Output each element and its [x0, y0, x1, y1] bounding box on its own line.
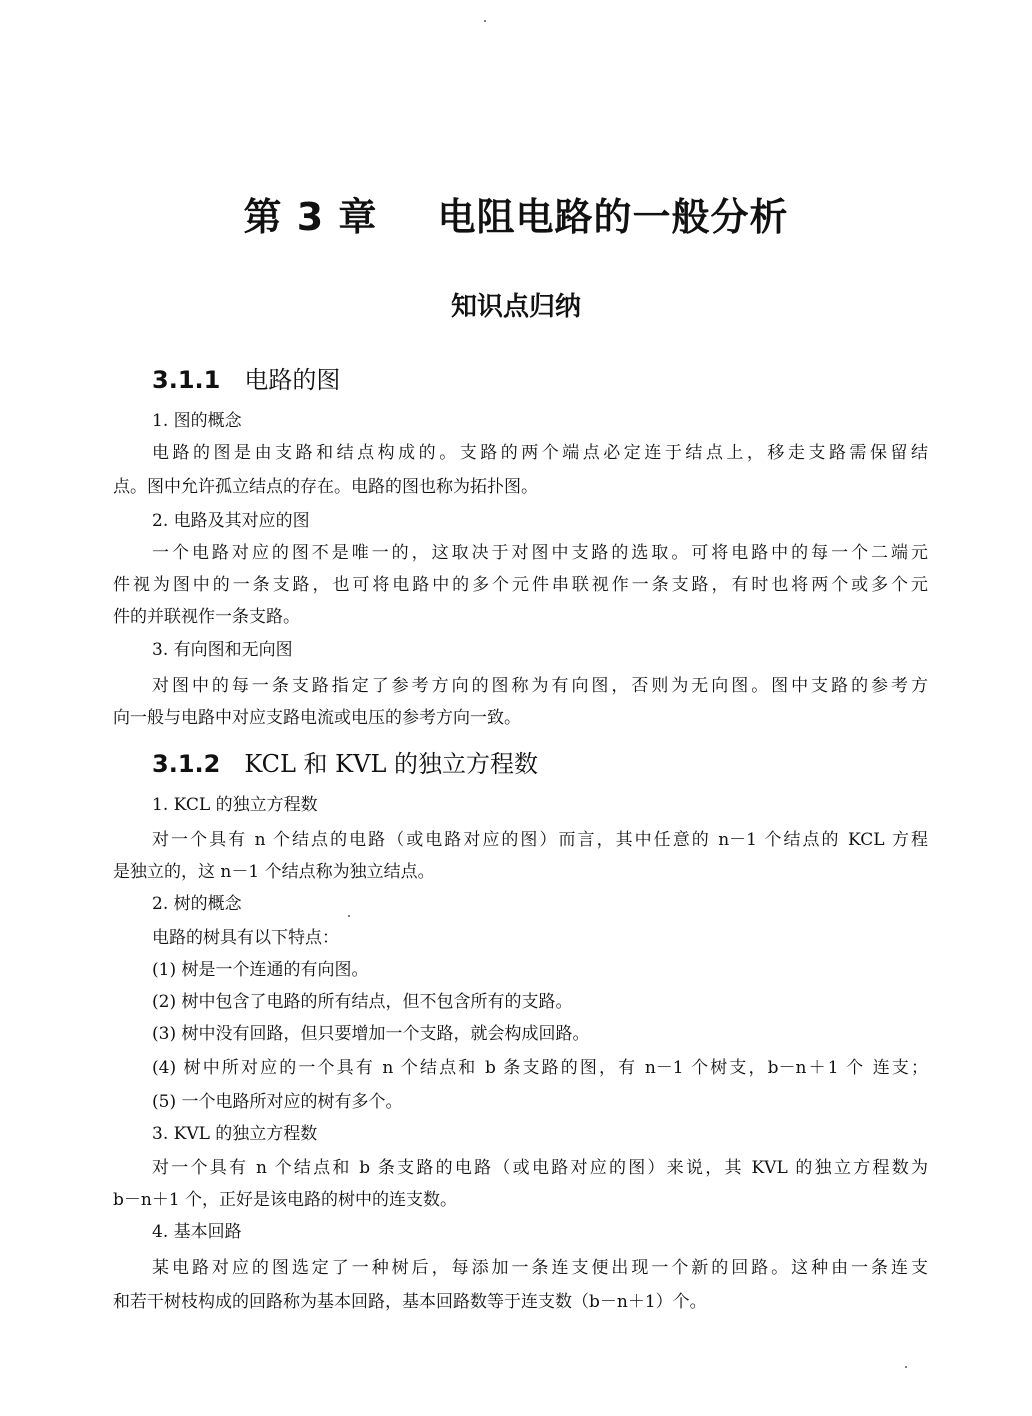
list-item: (1) 树是一个连通的有向图。: [152, 960, 369, 980]
paragraph-line: 对一个具有 n 个结点和 b 条支路的电路（或电路对应的图）来说，其 KVL 的独立方程数为: [152, 1158, 928, 1178]
list-item: (3) 树中没有回路，但只要增加一个支路，就会构成回路。: [152, 1024, 590, 1044]
item-heading: 1. KCL 的独立方程数: [152, 795, 318, 815]
chapter-heading: [0, 186, 1032, 241]
section-number: 3.1.2: [152, 750, 221, 778]
item-heading: 2. 电路及其对应的图: [152, 511, 310, 531]
item-heading: 3. KVL 的独立方程数: [152, 1124, 318, 1144]
chapter-number: 第 3 章: [243, 195, 378, 239]
scan-speck: [905, 1366, 907, 1368]
paragraph-line: 向一般与电路中对应支路电流或电压的参考方向一致。: [113, 708, 521, 728]
section-subtitle: 知识点归纳: [450, 292, 581, 322]
list-item: (5) 一个电路所对应的树有多个。: [152, 1092, 403, 1112]
section-number: 3.1.1: [152, 366, 221, 394]
paragraph-line: 电路的树具有以下特点：: [152, 928, 339, 948]
section-heading-3-1-2: [152, 744, 538, 779]
item-heading: 2. 树的概念: [152, 894, 242, 914]
chapter-title: 电阻电路的一般分析: [437, 195, 789, 239]
paragraph-line: 是独立的，这 n－1 个结点称为独立结点。: [113, 862, 435, 882]
paragraph-line: 件视为图中的一条支路，也可将电路中的多个元件串联视作一条支路，有时也将两个或多个元: [113, 575, 928, 595]
paragraph-line: 对图中的每一条支路指定了参考方向的图称为有向图，否则为无向图。图中支路的参考方: [152, 676, 928, 696]
list-item: (2) 树中包含了电路的所有结点，但不包含所有的支路。: [152, 992, 573, 1012]
section-title: 电路的图: [244, 366, 341, 394]
item-heading: 3. 有向图和无向图: [152, 640, 293, 660]
paragraph-line: 件的并联视作一条支路。: [113, 607, 300, 627]
paragraph-line: 点。图中允许孤立结点的存在。电路的图也称为拓扑图。: [113, 477, 538, 497]
item-heading: 4. 基本回路: [152, 1222, 242, 1242]
paragraph-line: 对一个具有 n 个结点的电路（或电路对应的图）而言，其中任意的 n－1 个结点的 KCL 方程: [152, 830, 928, 850]
paragraph-line: 一个电路对应的图不是唯一的，这取决于对图中支路的选取。可将电路中的每一个二端元: [152, 543, 928, 563]
section-title: KCL 和 KVL 的独立方程数: [244, 750, 539, 778]
scan-speck: [484, 20, 486, 22]
scan-speck: [348, 915, 350, 917]
paragraph-line: 某电路对应的图选定了一种树后，每添加一条连支便出现一个新的回路。这种由一条连支: [152, 1258, 928, 1278]
section-heading-3-1-1: [152, 360, 340, 395]
item-heading: 1. 图的概念: [152, 411, 242, 431]
list-item: (4) 树中所对应的一个具有 n 个结点和 b 条支路的图，有 n－1 个树支，b－n＋1 个 连支；: [152, 1058, 928, 1078]
paragraph-line: 电路的图是由支路和结点构成的。支路的两个端点必定连于结点上，移走支路需保留结: [152, 443, 928, 463]
paragraph-line: 和若干树枝构成的回路称为基本回路，基本回路数等于连支数（b－n＋1）个。: [113, 1292, 707, 1312]
paragraph-line: b－n＋1 个，正好是该电路的树中的连支数。: [113, 1190, 458, 1210]
